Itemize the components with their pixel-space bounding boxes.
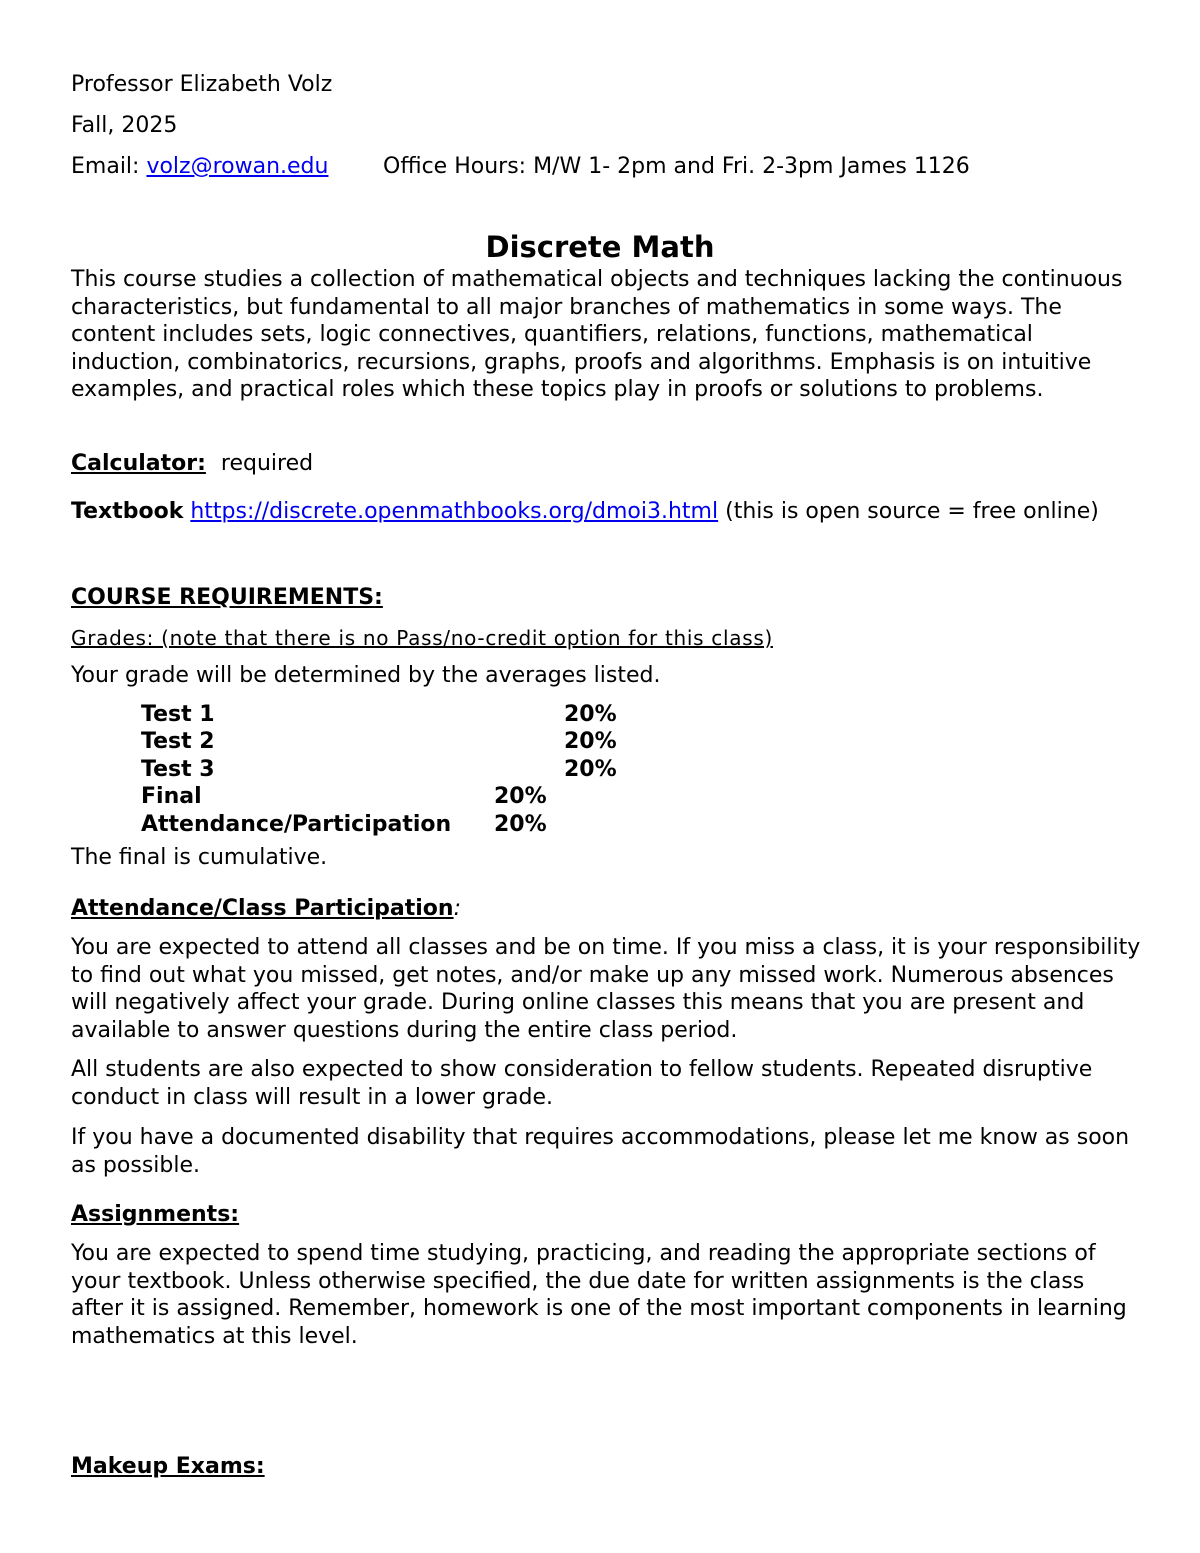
assignments-heading: Assignments: bbox=[71, 1202, 240, 1227]
contact-line bbox=[71, 153, 328, 180]
grade-item-label: Test 1 bbox=[141, 702, 215, 727]
calculator-label: Calculator: bbox=[71, 451, 206, 476]
professor-name: Professor Elizabeth Volz bbox=[71, 72, 333, 97]
textbook-label: Textbook bbox=[71, 499, 184, 524]
grades-intro: Your grade will be determined by the averages listed. bbox=[71, 663, 661, 688]
attendance-paragraph: You are expected to attend all classes and be on time. If you miss a class, it is your responsibility to find out what you missed, get notes, and/or make up any missed work. Numerous absences will negatively affect your grade. During online classes this means that you are present and available to answer questions during the entire class period. bbox=[71, 935, 1141, 1043]
grade-item-value: 20% bbox=[564, 729, 617, 754]
grade-item-value: 20% bbox=[564, 702, 617, 727]
attendance-colon: : bbox=[453, 896, 461, 921]
grade-item-label: Test 3 bbox=[141, 757, 215, 782]
office-hours: Office Hours: M/W 1- 2pm and Fri. 2-3pm James 1126 bbox=[383, 154, 970, 179]
attendance-paragraph: All students are also expected to show consideration to fellow students. Repeated disruptive conduct in class will result in a lower grade. bbox=[71, 1057, 1093, 1110]
assignments-text: You are expected to spend time studying, practicing, and reading the appropriate sections of your textbook. Unless otherwise specified, the due date for written assignments is the class after it is assigned. Remember, homework is one of the most important components in learning mathematics at this level. bbox=[71, 1241, 1127, 1349]
attendance-paragraph: If you have a documented disability that requires accommodations, please let me know as soon as possible. bbox=[71, 1125, 1130, 1178]
makeup-exams-heading: Makeup Exams: bbox=[71, 1454, 265, 1479]
grade-item-label: Final bbox=[141, 784, 202, 809]
term: Fall, 2025 bbox=[71, 113, 178, 138]
attendance-heading: Attendance/Class Participation bbox=[71, 896, 454, 921]
final-note: The final is cumulative. bbox=[71, 845, 328, 870]
textbook-line bbox=[71, 498, 1141, 526]
attendance-heading-line bbox=[71, 895, 461, 922]
grade-item-value: 20% bbox=[494, 784, 547, 809]
email-link[interactable]: volz@rowan.edu bbox=[146, 154, 329, 179]
course-requirements-heading: COURSE REQUIREMENTS: bbox=[71, 585, 383, 610]
grade-item-value: 20% bbox=[564, 757, 617, 782]
calculator-value: required bbox=[220, 451, 314, 476]
grade-item-label: Attendance/Participation bbox=[141, 812, 452, 837]
course-description: This course studies a collection of mathematical objects and techniques lacking the continuous characteristics, but fundamental to all major branches of mathematics in some ways. The content includes sets, logic connectives, quantifiers, relations, functions, mathematical induction, combinatorics, recursions, graphs, proofs and algorithms. Emphasis is on intuitive examples, and practical roles which these topics play in proofs or solutions to problems. bbox=[71, 267, 1123, 402]
textbook-link[interactable]: https://discrete.openmathbooks.org/dmoi3.html bbox=[190, 499, 719, 524]
grade-item-value: 20% bbox=[494, 812, 547, 837]
grades-heading: Grades: (note that there is no Pass/no-credit option for this class) bbox=[71, 626, 773, 650]
calculator-line bbox=[71, 450, 313, 477]
email-label: Email: bbox=[71, 154, 140, 179]
textbook-note: (this is open source = free online) bbox=[725, 499, 1099, 524]
course-title: Discrete Math bbox=[485, 230, 715, 264]
grade-item-label: Test 2 bbox=[141, 729, 215, 754]
